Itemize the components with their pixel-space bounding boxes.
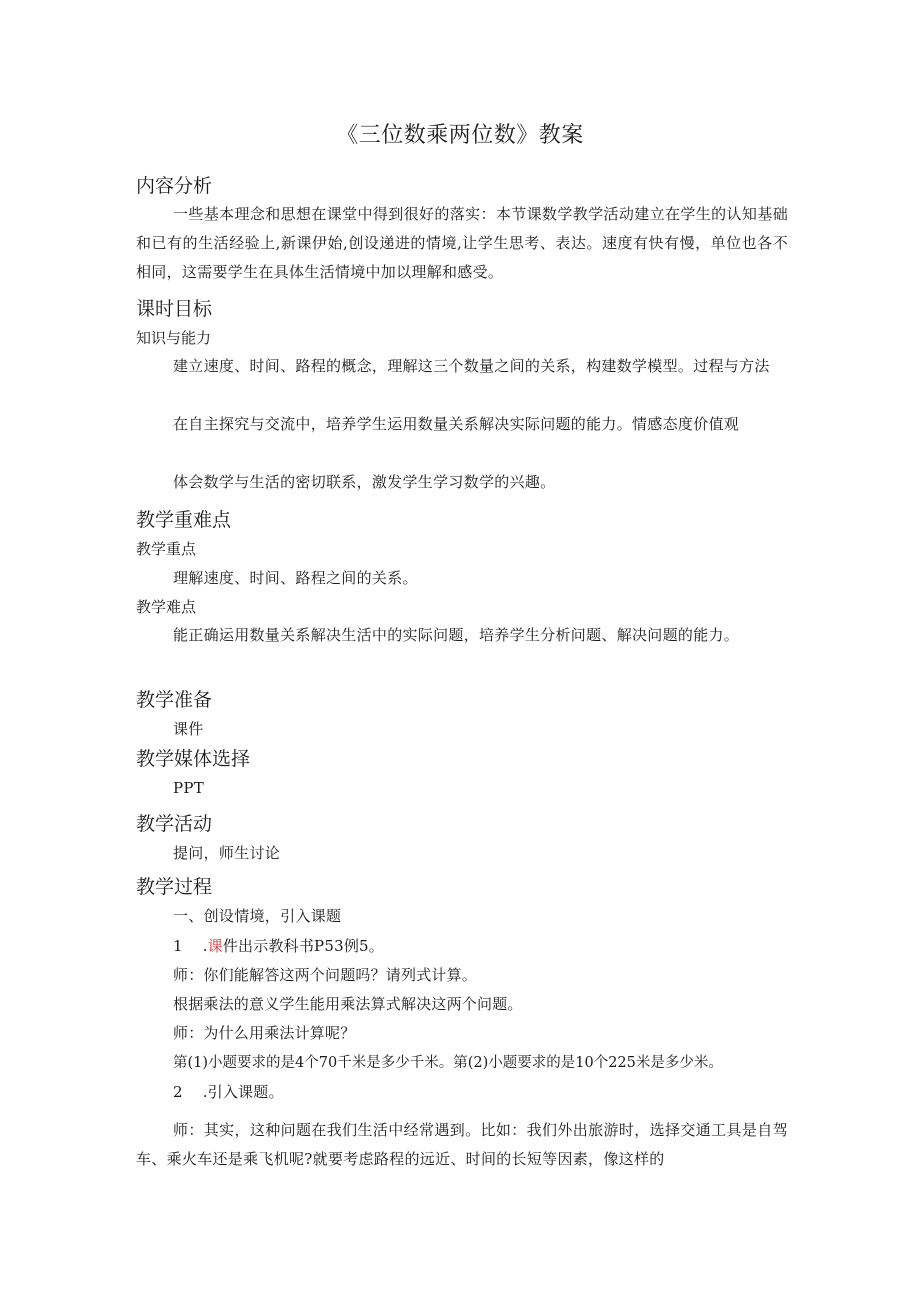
heading-preparation: 教学准备 — [136, 689, 213, 711]
objectives-paragraph-3: 体会数学与生活的密切联系，激发学生学习数学的兴趣。 — [173, 473, 556, 491]
preparation-text: 课件 — [173, 720, 204, 738]
heading-content-analysis: 内容分析 — [136, 175, 213, 197]
subheading-key: 教学重点 — [136, 540, 197, 558]
heading-process: 教学过程 — [136, 876, 213, 898]
difficult-point-paragraph: 能正确运用数量关系解决生活中的实际问题，培养学生分析问题、解决问题的能力。 — [173, 626, 740, 644]
subheading-knowledge-ability: 知识与能力 — [136, 329, 212, 347]
item-1-dot: . — [202, 937, 208, 955]
final-paragraph: 师：其实，这种问题在我们生活中经常遇到。比如：我们外出旅游时，选择交通工具是自驾车、乘火车还是乘飞机呢?就要考虑路程的远近、时间的长短等因素，像这样的 — [136, 1121, 788, 1168]
process-item-1 — [173, 934, 384, 958]
subheading-difficult: 教学难点 — [136, 598, 197, 616]
objectives-paragraph-1: 建立速度、时间、路程的概念，理解这三个数量之间的关系，构建数学模型。过程与方法 — [173, 357, 770, 375]
objectives-paragraph-2: 在自主探究与交流中，培养学生运用数量关系解决实际问题的能力。情感态度价值观 — [173, 415, 740, 433]
item-1-number: 1 — [173, 937, 183, 955]
heading-activity: 教学活动 — [136, 813, 213, 835]
activity-text: 提问，师生讨论 — [173, 844, 281, 862]
process-step-title: 一、创设情境，引入课题 — [173, 907, 342, 925]
media-text: PPT — [173, 779, 205, 797]
key-point-text: 理解速度、时间、路程之间的关系。 — [173, 569, 418, 587]
why-question-line: 师：为什么用乘法计算呢？ — [173, 1024, 356, 1042]
process-item-2 — [173, 1080, 284, 1104]
heading-objectives: 课时目标 — [136, 298, 213, 320]
explanation-line: 根据乘法的意义学生能用乘法算式解决这两个问题。 — [173, 995, 523, 1013]
heading-media: 教学媒体选择 — [136, 748, 251, 770]
item-1-red-char: 课 — [207, 937, 223, 955]
document-title: 《三位数乘两位数》教案 — [336, 123, 584, 148]
item-1-text: 件出示教科书P53例5。 — [222, 937, 384, 955]
content-analysis-paragraph: 一些基本理念和思想在课堂中得到很好的落实：本节课数学教学活动建立在学生的认知基础和已有的生活经验上,新课伊始,创设递进的情境,让学生思考、表达。速度有快有慢，单位也各不相同，这需要学生在具体生活情境中加以理解和感受。 — [136, 205, 788, 281]
answer-line: 第(1)小题要求的是4个70千米是多少千米。第(2)小题要求的是10个225米是多少米。 — [173, 1055, 723, 1071]
item-2-text: .引入课题。 — [202, 1083, 284, 1101]
item-2-number: 2 — [173, 1083, 183, 1101]
heading-key-points: 教学重难点 — [136, 509, 232, 531]
teacher-question-line: 师：你们能解答这两个问题吗？请列式计算。 — [173, 966, 478, 984]
